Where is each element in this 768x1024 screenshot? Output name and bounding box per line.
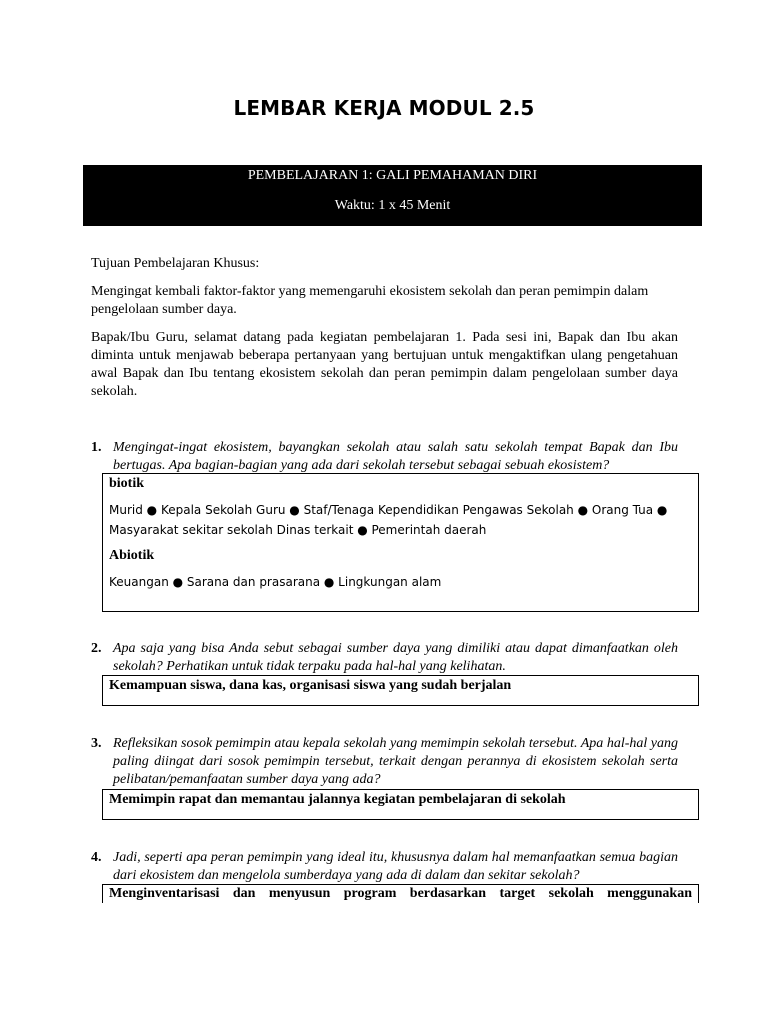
biotic-list: Murid ● Kepala Sekolah Guru ● Staf/Tenaga Kependidikan Pengawas Sekolah ● Orang Tua ● Masyarakat sekitar sekolah Dinas terkait ● Pemerintah daerah: [109, 503, 668, 537]
question-1: [91, 439, 678, 475]
question-text: Mengingat-ingat ekosistem, bayangkan sekolah atau salah satu sekolah tempat Bapak dan Ibu bertugas. Apa bagian-bagian yang ada dari sekolah tersebut sebagai sebuah ekosistem?: [113, 440, 678, 473]
answer-box-3: [102, 789, 699, 820]
abiotic-heading: Abiotik: [109, 548, 155, 563]
question-3: [91, 735, 678, 789]
document-title: LEMBAR KERJA MODUL 2.5: [233, 96, 535, 120]
question-text: Jadi, seperti apa peran pemimpin yang ideal itu, khususnya dalam hal memanfaatkan semua bagian dari ekosistem dan mengelola sumberdaya yang ada di dalam dan sekitar sekolah?: [113, 850, 678, 883]
question-number: 1.: [91, 440, 102, 455]
question-2: [91, 640, 678, 676]
abiotic-list: Keuangan ● Sarana dan prasarana ● Lingkungan alam: [109, 575, 442, 589]
question-text: Apa saja yang bisa Anda sebut sebagai sumber daya yang dimiliki atau dapat dimanfaatkan oleh sekolah? Perhatikan untuk tidak terpaku pada hal-hal yang kelihatan.: [113, 641, 678, 674]
objective-label: Tujuan Pembelajaran Khusus:: [91, 256, 260, 271]
question-number: 2.: [91, 641, 102, 656]
question-text: Refleksikan sosok pemimpin atau kepala sekolah yang memimpin sekolah tersebut. Apa hal-hal yang paling diingat dari sosok pemimpin tersebut, terkait dengan perannya di ekosistem sekolah serta pelibatan/pemanfaatan sumber daya yang ada?: [113, 736, 678, 787]
question-number: 3.: [91, 736, 102, 751]
intro-paragraph: Bapak/Ibu Guru, selamat datang pada kegiatan pembelajaran 1. Pada sesi ini, Bapak dan Ibu akan diminta untuk menjawab beberapa pertanyaan yang bertujuan untuk mengaktifkan ulang pengetahuan awal Bapak dan Ibu tentang ekosistem sekolah dan peran pemimpin dalam pengelolaan sumber daya sekolah.: [91, 330, 678, 399]
answer-text: Memimpin rapat dan memantau jalannya kegiatan pembelajaran di sekolah: [109, 792, 566, 807]
banner-duration: Waktu: 1 x 45 Menit: [334, 198, 451, 213]
answer-box-4: [102, 884, 699, 903]
answer-text: Kemampuan siswa, dana kas, organisasi siswa yang sudah berjalan: [109, 678, 512, 693]
answer-box-2: [102, 675, 699, 706]
banner-session-title: PEMBELAJARAN 1: GALI PEMAHAMAN DIRI: [247, 168, 538, 183]
session-banner: [83, 165, 702, 226]
question-4: [91, 849, 678, 885]
question-number: 4.: [91, 850, 102, 865]
objective-text: Mengingat kembali faktor-faktor yang memengaruhi ekosistem sekolah dan peran pemimpin dalam pengelolaan sumber daya.: [91, 284, 649, 317]
answer-box-1: [102, 473, 699, 612]
biotic-heading: biotik: [109, 476, 145, 491]
answer-text: Menginventarisasi dan menyusun program berdasarkan target sekolah menggunakan: [109, 886, 692, 901]
